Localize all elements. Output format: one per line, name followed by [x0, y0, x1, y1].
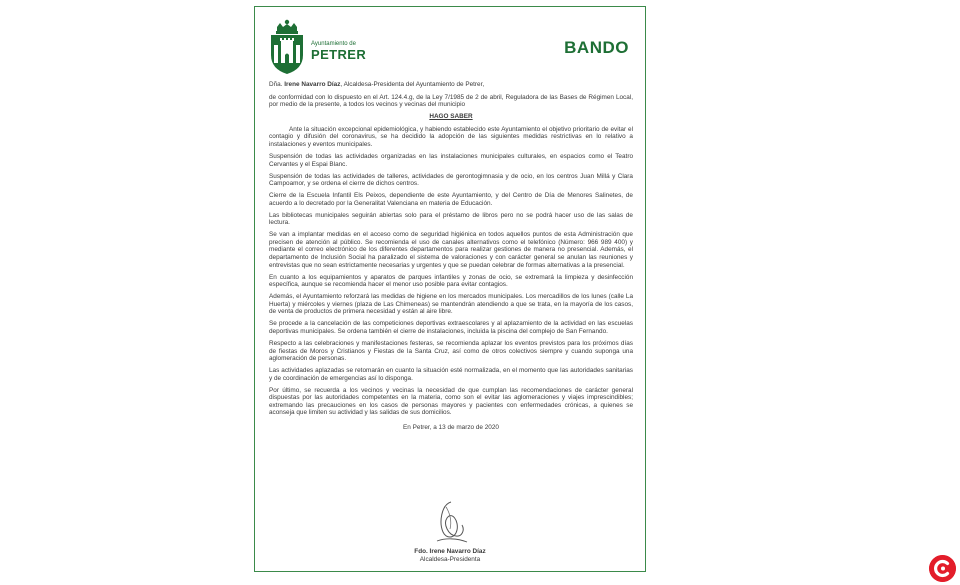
hago-saber-heading: HAGO SABER — [429, 113, 473, 121]
date-line: En Petrer, a 13 de marzo de 2020 — [403, 424, 499, 432]
document-body — [269, 81, 633, 436]
paragraph: Se van a implantar medidas en el acceso como de seguridad higiénica en todos aquellos puntos de esta Administración que precisen de atención al público. Se recomienda el uso de canales alternativos como el telefónico (Número: 966 989 400) y mediante el correo electrónico de los diferentes departamentos para realizar gestiones de manera no presencial. Además, el departamento de Inclusión Social ha paralizado el sistema de valoraciones y con carácter general se anulan las reuniones y entrevistas que no sean estrictamente necesarias y urgentes y que se puedan celebrar de formas alternativas a la presencial. — [269, 231, 633, 269]
addressee-name: Irene Navarro Díaz — [284, 81, 341, 88]
signer-name: Fdo. Irene Navarro Díaz — [414, 548, 486, 555]
corner-brand-icon — [929, 555, 956, 582]
addressee-prefix: Dña. — [269, 81, 285, 88]
logo-small-text: Ayuntamiento de — [311, 41, 356, 47]
paragraph: Las bibliotecas municipales seguirán abiertas solo para el préstamo de libros pero no se podrá hacer uso de las salas de lectura. — [269, 211, 633, 227]
addressee-suffix: , Alcaldesa-Presidenta del Ayuntamiento de Petrer, — [340, 81, 485, 88]
logo-wordmark — [311, 41, 366, 62]
paragraph: Además, el Ayuntamiento reforzará las medidas de higiene en los mercados municipales. Los mercadillos de los lunes (calle La Huerta) y miércoles y viernes (plaza de Las Chimeneas) se mantendrán atendiendo a que se trata, en la mayoría de los casos, de venta de productos de primera necesidad y están al aire libre. — [269, 293, 633, 316]
paragraph: Respecto a las celebraciones y manifestaciones festeras, se recomienda aplazar los eventos previstos para los próximos días de fiestas de Moros y Cristianos y Fiestas de la Santa Cruz, así como de otros colectivos siempre y cuando suponga una aglomeración de personas. — [269, 339, 633, 363]
signer-role: Alcaldesa-Presidenta — [419, 556, 481, 563]
petrer-coat-of-arms-icon — [269, 19, 305, 75]
paragraph: Se procede a la cancelación de las competiciones deportivas extraescolares y al aplazamiento de la actividad en las escuelas deportivas municipales. Se ordena también el cierre de instalaciones, incluida la piscina del complejo de San Fernando. — [269, 320, 633, 335]
paragraph: Ante la situación excepcional epidemiológica, y habiendo establecido este Ayuntamiento el objetivo prioritario de evitar el contagio y difusión del coronavirus, se ha decidido la adopción de las siguientes medidas restrictivas en lo relativo a instalaciones y eventos municipales. — [269, 125, 633, 148]
logo-big-text: PETRER — [311, 47, 367, 62]
signature-icon — [429, 499, 473, 547]
paragraph: Suspensión de todas las actividades organizadas en las instalaciones municipales culturales, en espacios como el Teatro Cervantes y el Espai Blanc. — [269, 152, 633, 168]
bando-title: BANDO — [564, 38, 629, 57]
bando-document — [254, 6, 646, 572]
addressee-line — [269, 81, 633, 89]
paragraph: Suspensión de todas las actividades de talleres, actividades de gerontogimnasia y de ocio, en los centros Juan Millá y Clara Campoamor, y se ordena el cierre de dichos centros. — [269, 172, 633, 188]
paragraph: Cierre de la Escuela Infantil Els Peixos, dependiente de este Ayuntamiento, y del Centro de Día de Menores Salinetes, de acuerdo a lo decretado por la Generalitat Valenciana en materia de Educación. — [269, 192, 633, 207]
paragraph: Las actividades aplazadas se retomarán en cuanto la situación esté normalizada, en el momento que las autoridades sanitarias y de coordinación de emergencias así lo disponga. — [269, 367, 633, 382]
paragraph: En cuanto a los equipamientos y aparatos de parques infantiles y zonas de ocio, se extremará la limpieza y desinfección específica, aunque se recomienda hacer el menor uso posible para evitar contagios. — [269, 273, 633, 289]
paragraph: Por último, se recuerda a los vecinos y vecinas la necesidad de que cumplan las recomendaciones de carácter general dispuestas por las autoridades competentes en la materia, como son el evitar las aglomeraciones y viajes imprescindibles; extremando las precauciones en los casos de personas mayores y pacientes con enfermedades crónicas, a quienes se aconseja que limiten su actividad y las salidas de sus domicilios. — [269, 386, 633, 417]
intro-paragraph: de conformidad con lo dispuesto en el Art. 124.4.g, de la Ley 7/1985 de 2 de abril, Reguladora de las Bases de Régimen Local, por medio de la presente, a todos los vecinos y vecinas del municipio — [269, 93, 633, 109]
